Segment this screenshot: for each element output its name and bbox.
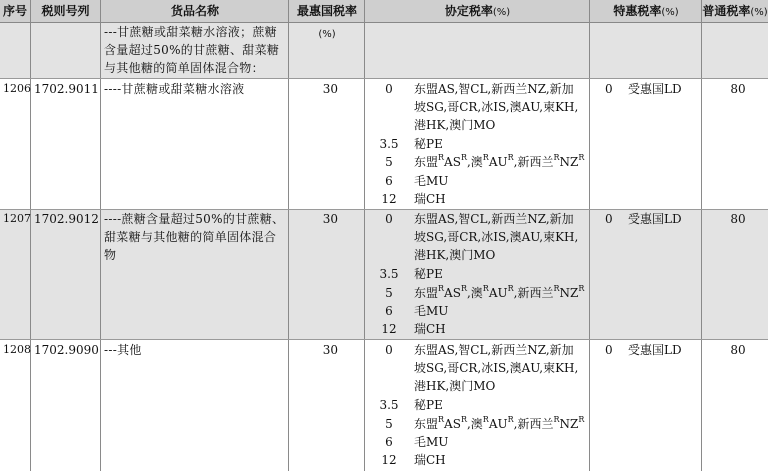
agreement-rate: 6	[385, 435, 393, 449]
text-part: ,新西兰	[513, 417, 554, 431]
goods-cell	[104, 80, 286, 98]
agreement-rate: 3.5	[379, 137, 399, 151]
text-part: AS	[444, 155, 461, 169]
seq-cell: 1208	[3, 343, 31, 356]
text-part: ,澳	[466, 286, 483, 300]
goods-line: 含量超过50%的甘蔗糖、甜菜糖	[104, 43, 280, 57]
r-mark: R	[578, 415, 585, 424]
goods-line: 甜菜糖与其他糖的简单固体混合	[104, 230, 277, 244]
agreement-rate: 5	[385, 155, 393, 169]
code-cell: 1702.9011	[34, 82, 99, 96]
agreement-rate: 12	[381, 322, 397, 336]
goods-cell	[104, 210, 286, 264]
agreement-text: 秘PE	[414, 267, 443, 281]
agreement-text: 毛MU	[414, 304, 449, 318]
r-mark: R	[553, 153, 560, 162]
agreement-text: 瑞CH	[414, 322, 446, 336]
header-special: 特惠税率(%)	[613, 4, 679, 18]
special-text: 受惠国LD	[628, 82, 682, 96]
mfn-cell: 30	[322, 212, 338, 226]
r-mark: R	[507, 284, 514, 293]
r-mark: R	[507, 415, 514, 424]
text-part: ,澳	[466, 155, 483, 169]
goods-line: 与其他糖的简单固体混合物：	[104, 61, 264, 75]
agreement-text: 港HK,澳门MO	[414, 379, 496, 393]
goods-cell	[104, 341, 286, 359]
text-part: ,澳	[466, 417, 483, 431]
col-divider	[589, 0, 590, 471]
header-code: 税则号列	[41, 4, 90, 18]
text-part: ,新西兰	[513, 286, 554, 300]
text-part: AS	[444, 417, 461, 431]
agreement-text-r	[414, 284, 584, 302]
special-rate: 0	[605, 82, 613, 96]
agreement-rate: 5	[385, 417, 393, 431]
code-cell: 1702.9012	[34, 212, 99, 226]
goods-line: ---其他	[104, 343, 142, 357]
agreement-rate: 0	[385, 82, 393, 96]
agreement-rate: 5	[385, 286, 393, 300]
text-part: NZ	[559, 417, 579, 431]
r-mark: R	[438, 153, 445, 162]
code-cell: 1702.9090	[34, 343, 99, 357]
agreement-text: 港HK,澳门MO	[414, 118, 496, 132]
agreement-rate: 0	[385, 212, 393, 226]
agreement-text-r	[414, 415, 584, 433]
mfn-cell: 30	[322, 343, 338, 357]
col-divider	[30, 0, 31, 471]
agreement-text: 瑞CH	[414, 453, 446, 467]
header-goods: 货品名称	[170, 4, 219, 18]
general-cell: 80	[730, 343, 746, 357]
special-text: 受惠国LD	[628, 343, 682, 357]
r-mark: R	[578, 284, 585, 293]
header-mfn: 最惠国税率(%)	[296, 4, 357, 40]
agreement-text: 港HK,澳门MO	[414, 248, 496, 262]
agreement-rate: 6	[385, 304, 393, 318]
goods-line: 物	[104, 248, 117, 262]
goods-line: ----蔗糖含量超过50%的甘蔗糖、	[104, 212, 285, 226]
agreement-text: 东盟AS,智CL,新西兰NZ,新加	[414, 212, 574, 226]
text-part: AS	[444, 286, 461, 300]
r-mark: R	[553, 284, 560, 293]
agreement-text: 毛MU	[414, 435, 449, 449]
agreement-text: 坡SG,哥CR,冰IS,澳AU,柬KH,	[414, 361, 579, 375]
r-mark: R	[460, 415, 467, 424]
agreement-text: 毛MU	[414, 174, 449, 188]
row-divider	[0, 339, 768, 340]
header-general: 普通税率(%)	[702, 4, 768, 18]
r-mark: R	[482, 153, 489, 162]
r-mark: R	[460, 153, 467, 162]
goods-line: ----甘蔗糖或甜菜糖水溶液	[104, 82, 245, 96]
r-mark: R	[482, 284, 489, 293]
agreement-text: 东盟AS,智CL,新西兰NZ,新加	[414, 343, 574, 357]
agreement-rate: 12	[381, 453, 397, 467]
agreement-rate: 6	[385, 174, 393, 188]
agreement-text: 秘PE	[414, 137, 443, 151]
text-part: AU	[488, 286, 508, 300]
r-mark: R	[507, 153, 514, 162]
r-mark: R	[553, 415, 560, 424]
r-mark: R	[578, 153, 585, 162]
goods-line: ---甘蔗糖或甜菜糖水溶液；蔗糖	[104, 25, 277, 39]
seq-cell: 1207	[3, 212, 31, 225]
r-mark: R	[460, 284, 467, 293]
special-rate: 0	[605, 343, 613, 357]
text-part: AU	[488, 417, 508, 431]
agreement-text: 秘PE	[414, 398, 443, 412]
agreement-text-r	[414, 153, 584, 171]
agreement-rate: 3.5	[379, 398, 399, 412]
mfn-cell: 30	[322, 82, 338, 96]
agreement-rate: 0	[385, 343, 393, 357]
general-cell: 80	[730, 212, 746, 226]
agreement-rate: 12	[381, 192, 397, 206]
text-part: NZ	[559, 286, 579, 300]
agreement-text: 东盟AS,智CL,新西兰NZ,新加	[414, 82, 574, 96]
heading-goods-text	[104, 23, 286, 77]
col-divider	[701, 0, 702, 471]
agreement-rate: 3.5	[379, 267, 399, 281]
general-cell: 80	[730, 82, 746, 96]
special-rate: 0	[605, 212, 613, 226]
text-part: AU	[488, 155, 508, 169]
r-mark: R	[438, 415, 445, 424]
col-divider	[288, 0, 289, 471]
agreement-text: 瑞CH	[414, 192, 446, 206]
r-mark: R	[438, 284, 445, 293]
special-text: 受惠国LD	[628, 212, 682, 226]
text-part: 东盟	[414, 286, 439, 300]
agreement-text: 坡SG,哥CR,冰IS,澳AU,柬KH,	[414, 230, 579, 244]
text-part: 东盟	[414, 417, 439, 431]
seq-cell: 1206	[3, 82, 31, 95]
header-seq: 序号	[2, 4, 27, 18]
text-part: 东盟	[414, 155, 439, 169]
text-part: NZ	[559, 155, 579, 169]
r-mark: R	[482, 415, 489, 424]
col-divider	[364, 0, 365, 471]
text-part: ,新西兰	[513, 155, 554, 169]
col-divider	[100, 0, 101, 471]
header-agreement: 协定税率(%)	[444, 4, 511, 18]
agreement-text: 坡SG,哥CR,冰IS,澳AU,柬KH,	[414, 100, 579, 114]
row-divider	[0, 78, 768, 79]
